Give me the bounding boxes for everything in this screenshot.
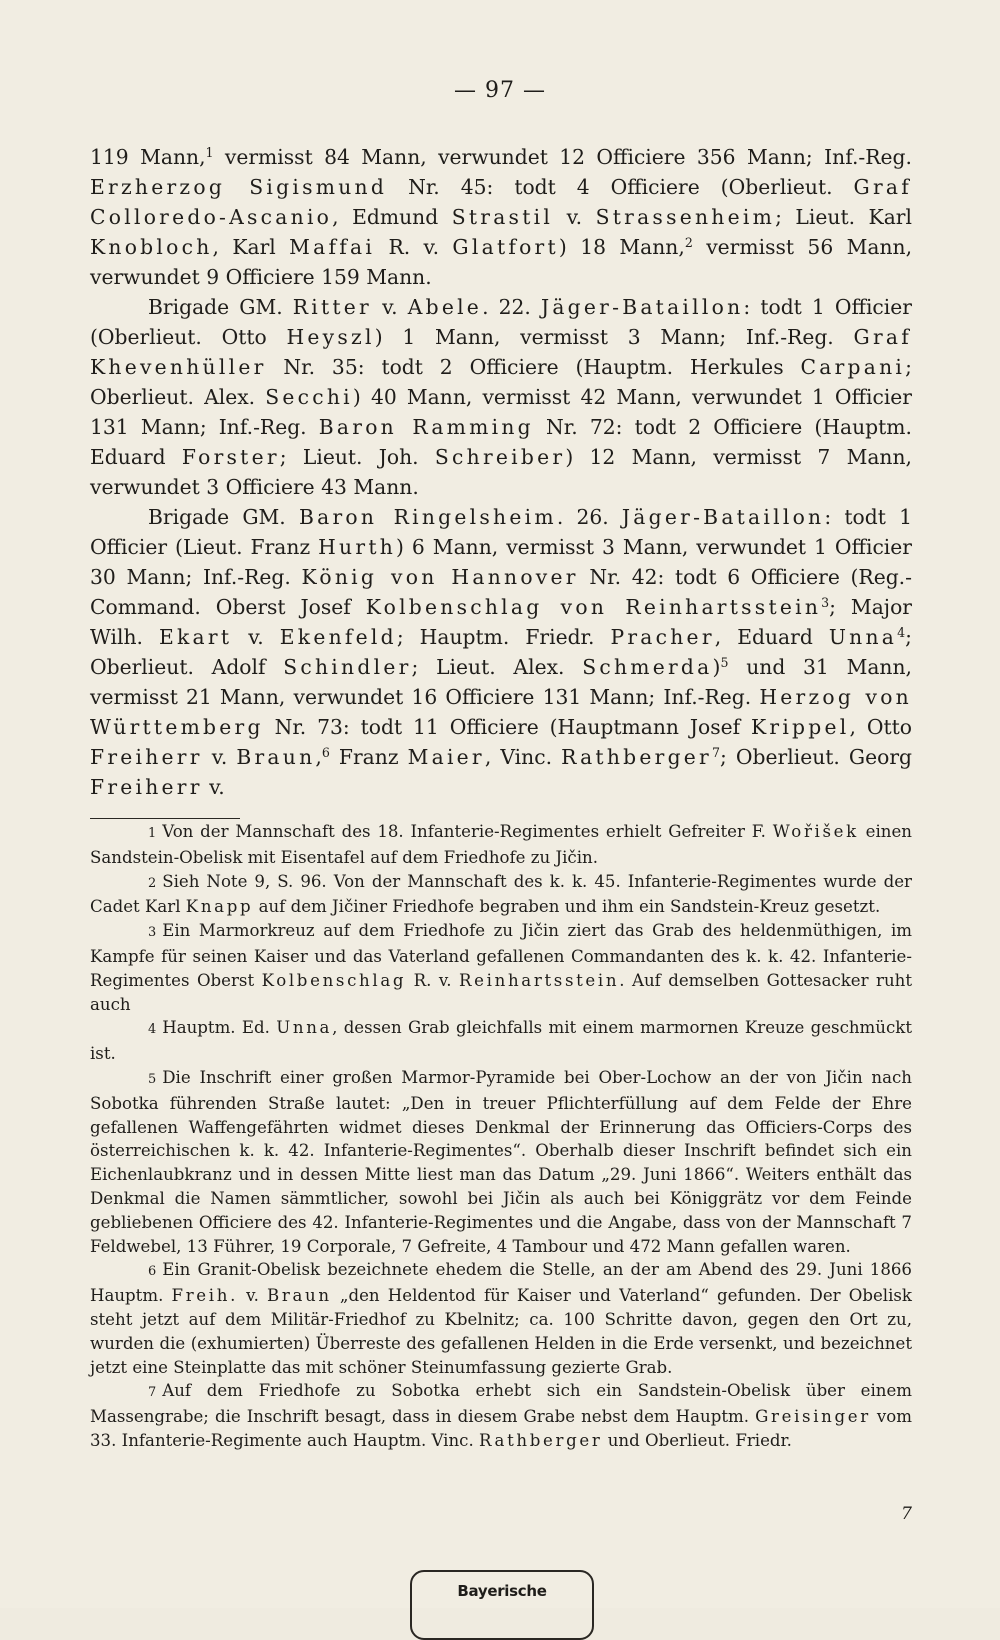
footnote-ref-1: 1 <box>205 145 214 161</box>
text-run: R. v. <box>406 970 460 990</box>
person-name: Ritter <box>292 295 372 319</box>
footnote-3 <box>90 919 912 1016</box>
text-run: ; Hauptm. Friedr. <box>396 625 611 649</box>
text-run: , <box>315 745 322 769</box>
text-run: R. v. <box>375 235 453 259</box>
text-run: Nr. 35: todt 2 Officiere (Hauptm. Herkules <box>266 355 801 379</box>
person-name: Pracher <box>610 625 715 649</box>
text-run: Die Inschrift einer großen Marmor-Pyramide bei Ober-Lochow an der von Jičin nach Sobotka führenden Straße lautet: „Den in treuer Pflichterfüllung auf dem Felde der Ehre gefallenen Waffengefährten widmet dieses Denkmal der Erinnerung das Officiers-Corps des österreichischen k. k. 42. Infanterie-Regimentes“. Oberhalb dieser Inschrift befindet sich ein Eichenlaubkranz und in dessen Mitte liest man das Datum „29. Juni 1866“. Weiters enthält das Denkmal die Namen sämmtlicher, sowohl bei Jičin als auch bei Königgrätz vor dem Feinde gebliebenen Officiere des 42. Infanterie-Regimentes und die Angabe, dass von der Mannschaft 7 Feldwebel, 13 Führer, 19 Corporale, 7 Gefreite, 4 Tambour und 472 Mann gefallen waren. <box>90 1067 912 1256</box>
text-run: auf dem Jičiner Friedhofe begraben und ihm ein Sandstein-Kreuz gesetzt. <box>253 897 881 917</box>
text-run: Nr. 42: todt 6 Officiere (Reg.-Command. Oberst Josef <box>90 565 912 619</box>
text-run: vermisst 84 Mann, verwundet 12 Officiere 356 Mann; Inf.-Reg. <box>213 145 912 169</box>
person-name: Krippel <box>750 715 850 739</box>
text-run: Von der Mannschaft des 18. Infanterie-Regimentes erhielt Gefreiter F. <box>162 822 773 841</box>
person-name: Maffai <box>289 235 376 259</box>
text-run: Ein Granit-Obelisk bezeichnete ehedem die Stelle, an der am Abend des 29. Juni 1866 Hauptm. <box>90 1260 912 1306</box>
text-run: ) <box>712 655 721 679</box>
text-run: einen Sandstein-Obelisk mit Eisentafel auf dem Friedhofe zu Jičin. <box>90 822 912 867</box>
footnote-number: 1 <box>148 826 157 841</box>
footnote-1 <box>90 820 912 870</box>
person-name: Heyszl <box>286 325 375 349</box>
person-name: Freiherr <box>90 745 203 769</box>
regiment-name: Erzherzog Sigismund <box>90 175 388 199</box>
person-name: Unna <box>828 625 898 649</box>
person-name: Secchi <box>265 385 353 409</box>
text-run: , Edmund <box>332 205 452 229</box>
text-run: Auf dem Friedhofe zu Sobotka erhebt sich ein Sandstein-Obelisk über einem Massengrabe; die Inschrift besagt, dass in diesem Grabe nebst dem Hauptm. <box>90 1381 912 1427</box>
text-run: und Oberlieut. Friedr. <box>602 1430 792 1450</box>
footnote-ref-2: 2 <box>684 235 693 251</box>
text-run: . Auf demselben Gottesacker ruht auch <box>90 970 913 1014</box>
text-run: : todt 1 Officier (Oberlieut. Otto <box>90 295 912 349</box>
text-run: ) 6 Mann, vermisst 3 Mann, verwundet 1 Officier 30 Mann; Inf.-Reg. <box>90 535 912 589</box>
page-number: — 97 — <box>454 78 546 103</box>
paragraph-casualties-reg45 <box>90 142 912 292</box>
footnote-number: 4 <box>148 1022 157 1038</box>
text-run: vermisst 56 Mann, verwundet 9 Officiere 159 Mann. <box>90 235 913 289</box>
person-name: Hurth <box>318 535 397 559</box>
person-name: Forster <box>181 445 280 469</box>
text-run: Nr. 73: todt 11 Officiere (Hauptmann Josef <box>263 715 751 739</box>
text-run: ; Lieut. Karl <box>775 205 912 229</box>
text-run: , Eduard <box>714 625 829 649</box>
text-run: 119 Mann, <box>90 145 206 169</box>
footnote-2 <box>90 870 912 920</box>
person-name: Knobloch <box>90 235 213 259</box>
text-run: , Vinc. <box>484 745 562 769</box>
person-name: Braun <box>236 745 316 769</box>
person-name: Carpani <box>800 355 906 379</box>
text-run: : todt 1 Officier (Lieut. Franz <box>90 505 912 559</box>
text-run: ) 1 Mann, vermisst 3 Mann; Inf.-Reg. <box>374 325 854 349</box>
footnote-divider <box>90 818 240 819</box>
text-run: Ein Marmorkreuz auf dem Friedhofe zu Jičin ziert das Grab des heldenmüthigen, im Kampfe für seinen Kaiser und das Vaterland gefallenen Commandanten des k. k. 42. Infanterie-Regimentes Oberst <box>90 921 912 990</box>
text-run: . 26. <box>556 505 622 529</box>
text-run: und 31 Mann, vermisst 21 Mann, verwundet 16 Officiere 131 Mann; Inf.-Reg. <box>90 655 913 709</box>
battalion-name: Jäger-Bataillon <box>621 505 825 529</box>
paragraph-brigade-abele <box>90 292 912 502</box>
footnote-7 <box>90 1379 912 1452</box>
text-run: v. <box>202 745 237 769</box>
person-name: Schmerda <box>582 655 713 679</box>
person-name: Freih. <box>171 1286 239 1306</box>
regiment-name: Herzog von Württemberg <box>90 685 912 739</box>
person-name: Kolbenschlag von Reinhartsstein <box>365 595 822 619</box>
footnote-ref-3: 3 <box>821 595 830 611</box>
main-text <box>90 142 912 802</box>
person-name: Kolbenschlag <box>261 970 407 990</box>
person-name: Reinhartsstein <box>459 970 620 990</box>
footnote-ref-7: 7 <box>712 745 721 761</box>
person-name: Abele <box>407 295 483 319</box>
battalion-name: Jäger-Bataillon <box>540 295 744 319</box>
footnote-ref-4: 4 <box>897 625 906 641</box>
text-run: . 22. <box>482 295 541 319</box>
person-name: Strassenheim <box>595 205 776 229</box>
text-run: Sieh Note 9, S. 96. Von der Mannschaft des k. k. 45. Infanterie-Regimentes wurde der Cadet Karl <box>90 871 912 917</box>
text-run: v. <box>372 295 408 319</box>
person-name: Knapp <box>185 897 254 917</box>
text-run: , Otto <box>849 715 912 739</box>
person-name: Braun <box>267 1286 332 1306</box>
footnote-ref-5: 5 <box>720 655 729 671</box>
text-run: Franz <box>329 745 408 769</box>
regiment-name: Graf Khevenhüller <box>90 325 912 379</box>
footnote-number: 7 <box>148 1385 157 1401</box>
text-run: ; Major Wilh. <box>90 595 912 649</box>
footnote-6 <box>90 1258 912 1379</box>
footnote-number: 5 <box>148 1071 157 1087</box>
text-run: ) 40 Mann, vermisst 42 Mann, verwundet 1 Officier 131 Mann; Inf.-Reg. <box>90 385 912 439</box>
text-run: ; Oberlieut. Alex. <box>90 355 912 409</box>
person-name: Maier <box>407 745 485 769</box>
text-run: ; Oberlieut. Georg <box>720 745 913 769</box>
text-run: v. <box>553 205 596 229</box>
text-run: ; Lieut. Joh. <box>279 445 435 469</box>
text-run: ; Lieut. Alex. <box>411 655 583 679</box>
text-run: Brigade GM. <box>148 295 293 319</box>
text-run: v. <box>238 1286 268 1306</box>
text-run: v. <box>232 625 280 649</box>
footnote-number: 2 <box>148 875 157 891</box>
text-run: Hauptm. Ed. <box>162 1018 277 1038</box>
person-name: Baron Ringelsheim <box>298 505 557 529</box>
person-name: Wořišek <box>772 822 859 841</box>
text-run: vom 33. Infanterie-Regimente auch Hauptm. Vinc. <box>90 1407 913 1450</box>
text-run: Brigade GM. <box>148 505 299 529</box>
text-run: , dessen Grab gleichfalls mit einem marmornen Kreuze geschmückt ist. <box>90 1018 912 1064</box>
text-run: ) 18 Mann, <box>558 235 685 259</box>
footnote-ref-6: 6 <box>321 745 330 761</box>
person-name: Schindler <box>283 655 412 679</box>
text-run: „den Heldentod für Kaiser und Vaterland“ gefunden. Der Obelisk steht jetzt auf dem Militär-Friedhof zu Kbelnitz; ca. 100 Schritte davon, gegen den Ort zu, wurden die (exhumierten) Überreste des gefallenen Helden in die Erde versenkt, und bezeichnet jetzt eine Steinplatte das mit schöner Steinumfassung gezierte Grab. <box>90 1286 912 1377</box>
text-run: v. <box>202 775 225 799</box>
person-name: Unna <box>276 1018 333 1038</box>
person-name: Greisinger <box>755 1407 871 1427</box>
person-name: Glatfort <box>452 235 559 259</box>
stamp-text: Bayerische <box>457 1582 547 1600</box>
text-run: Nr. 72: todt 2 Officiere (Hauptm. Eduard <box>90 415 912 469</box>
printer-signature-mark: 7 <box>901 1504 912 1524</box>
library-stamp <box>410 1570 594 1640</box>
footnote-number: 3 <box>148 925 157 941</box>
footnote-number: 6 <box>148 1264 157 1280</box>
text-run: Nr. 45: todt 4 Officiere (Oberlieut. <box>387 175 854 199</box>
text-run: ) 12 Mann, vermisst 7 Mann, verwundet 3 Officiere 43 Mann. <box>90 445 912 499</box>
text-run: , Karl <box>212 235 290 259</box>
footnotes <box>90 820 912 1453</box>
regiment-name: Baron Ramming <box>318 415 534 439</box>
paragraph-brigade-ringelsheim <box>90 502 912 802</box>
regiment-name: König von Hannover <box>301 565 579 589</box>
person-name: Strastil <box>451 205 554 229</box>
person-name: Ekart <box>158 625 233 649</box>
person-name: Rathberger <box>479 1430 603 1450</box>
person-name: Ekenfeld <box>279 625 397 649</box>
person-name: Freiherr <box>90 775 203 799</box>
footnote-4 <box>90 1016 912 1066</box>
person-name: Schreiber <box>434 445 566 469</box>
footnote-5 <box>90 1066 912 1258</box>
person-name: Graf Colloredo-Ascanio <box>90 175 913 229</box>
person-name: Rathberger <box>561 745 712 769</box>
text-run: ; Oberlieut. Adolf <box>90 625 912 679</box>
